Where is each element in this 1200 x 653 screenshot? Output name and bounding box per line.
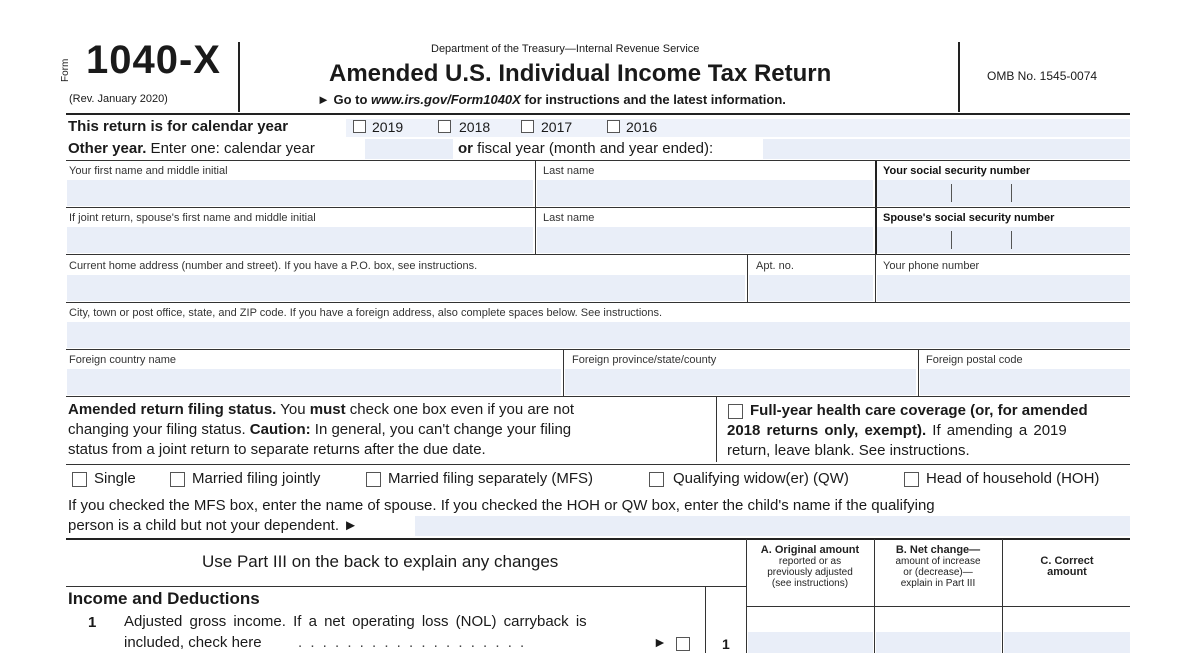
status-single-label: Single bbox=[94, 470, 136, 487]
mfs-note-line-1: If you checked the MFS box, enter the name of spouse. If you checked the HOH or QW box, enter the child's name if the qualifying bbox=[68, 497, 935, 514]
line-1-number: 1 bbox=[88, 614, 97, 631]
line-1-col-b-input[interactable] bbox=[876, 632, 1001, 653]
revision-date: (Rev. January 2020) bbox=[69, 93, 168, 105]
use-part-iii-note: Use Part III on the back to explain any changes bbox=[202, 552, 559, 571]
column-c-header: C. Correct amount bbox=[1040, 555, 1094, 578]
spouse-first-name-input[interactable] bbox=[67, 227, 533, 253]
foreign-province-label: Foreign province/state/county bbox=[572, 354, 717, 366]
year-2016-label: 2016 bbox=[626, 119, 658, 135]
filing-status-line-1: Amended return filing status. You must check one box even if you are not bbox=[68, 401, 575, 418]
filing-status-line-3: status from a joint return to separate returns after the due date. bbox=[68, 441, 486, 458]
form-word: Form bbox=[60, 58, 71, 82]
line-1-arrow: ► bbox=[653, 634, 667, 650]
apt-label: Apt. no. bbox=[756, 260, 794, 272]
foreign-postal-label: Foreign postal code bbox=[926, 354, 1023, 366]
city-label: City, town or post office, state, and ZIP code. If you have a foreign address, also complete spaces below. See instructions. bbox=[69, 307, 663, 319]
calendar-year-input[interactable] bbox=[365, 139, 453, 159]
health-coverage-checkbox[interactable] bbox=[728, 404, 743, 419]
nol-carryback-checkbox[interactable] bbox=[676, 637, 690, 651]
health-coverage-line-2: 2018 returns only, exempt). If amending a 2019 bbox=[727, 422, 1067, 439]
status-mfs-checkbox[interactable] bbox=[366, 472, 381, 487]
column-a-header: A. Original amount reported or as previously adjusted (see instructions) bbox=[760, 544, 860, 589]
phone-input[interactable] bbox=[877, 275, 1130, 301]
phone-label: Your phone number bbox=[883, 260, 980, 272]
fiscal-year-input[interactable] bbox=[763, 139, 1130, 159]
income-deductions-heading: Income and Deductions bbox=[68, 589, 260, 608]
column-b-header: B. Net change— amount of increase or (decrease)— explain in Part III bbox=[895, 544, 981, 589]
status-mfj-checkbox[interactable] bbox=[170, 472, 185, 487]
year-2018-label: 2018 bbox=[459, 119, 491, 135]
address-label: Current home address (number and street). If you have a P.O. box, see instructions. bbox=[69, 260, 478, 272]
last-name-input[interactable] bbox=[537, 180, 873, 206]
year-2019-label: 2019 bbox=[372, 119, 404, 135]
status-mfs-label: Married filing separately (MFS) bbox=[388, 470, 594, 487]
foreign-country-input[interactable] bbox=[67, 369, 561, 395]
fiscal-year-label: or fiscal year (month and year ended): bbox=[458, 140, 714, 157]
spouse-ssn-label: Spouse's social security number bbox=[883, 212, 1055, 224]
instructions-line: ► Go to www.irs.gov/Form1040X for instructions and the latest information. bbox=[317, 92, 786, 107]
health-coverage-line-1: Full-year health care coverage (or, for amended bbox=[750, 402, 1088, 419]
spouse-first-name-label: If joint return, spouse's first name and middle initial bbox=[69, 212, 316, 224]
status-hoh-label: Head of household (HOH) bbox=[926, 470, 1100, 487]
irs-url[interactable]: www.irs.gov/Form1040X bbox=[371, 92, 521, 107]
status-single-checkbox[interactable] bbox=[72, 472, 87, 487]
line-1-dots: . . . . . . . . . . . . . . . . . . . bbox=[298, 634, 527, 651]
status-hoh-checkbox[interactable] bbox=[904, 472, 919, 487]
omb-number: OMB No. 1545-0074 bbox=[987, 69, 1098, 83]
calendar-year-label: This return is for calendar year bbox=[68, 118, 289, 135]
spouse-last-name-input[interactable] bbox=[537, 227, 873, 253]
line-1-text-1: Adjusted gross income. If a net operating loss (NOL) carryback is bbox=[124, 613, 587, 630]
foreign-province-input[interactable] bbox=[565, 369, 916, 395]
mfs-note-line-2: person is a child but not your dependent. ► bbox=[68, 517, 359, 534]
spouse-ssn-input[interactable] bbox=[877, 227, 1130, 253]
apt-input[interactable] bbox=[749, 275, 873, 301]
last-name-label: Last name bbox=[543, 165, 595, 177]
line-1-col-c-input[interactable] bbox=[1004, 632, 1130, 653]
filing-status-line-2: changing your filing status. Caution: In general, you can't change your filing bbox=[68, 421, 572, 438]
ssn-label: Your social security number bbox=[883, 165, 1031, 177]
line-1-col-a-input[interactable] bbox=[748, 632, 873, 653]
checkbox-2016[interactable] bbox=[607, 120, 620, 133]
city-input[interactable] bbox=[67, 322, 1130, 348]
department-line: Department of the Treasury—Internal Revenue Service bbox=[431, 43, 700, 55]
year-2017-label: 2017 bbox=[541, 119, 573, 135]
ssn-input[interactable] bbox=[877, 180, 1130, 206]
line-1-text-2: included, check here bbox=[124, 634, 262, 651]
health-coverage-line-3: return, leave blank. See instructions. bbox=[727, 442, 970, 459]
form-title: Amended U.S. Individual Income Tax Return bbox=[329, 60, 832, 87]
address-input[interactable] bbox=[67, 275, 745, 301]
checkbox-2017[interactable] bbox=[521, 120, 534, 133]
other-year-label: Other year. Enter one: calendar year bbox=[68, 140, 315, 157]
status-qw-checkbox[interactable] bbox=[649, 472, 664, 487]
first-name-label: Your first name and middle initial bbox=[69, 165, 228, 177]
spouse-last-name-label: Last name bbox=[543, 212, 595, 224]
checkbox-2018[interactable] bbox=[438, 120, 451, 133]
foreign-postal-input[interactable] bbox=[920, 369, 1130, 395]
foreign-country-label: Foreign country name bbox=[69, 354, 176, 366]
dependent-name-input[interactable] bbox=[415, 516, 1130, 536]
status-qw-label: Qualifying widow(er) (QW) bbox=[673, 470, 849, 487]
checkbox-2019[interactable] bbox=[353, 120, 366, 133]
form-number: 1040-X bbox=[86, 38, 221, 82]
line-1-ref: 1 bbox=[722, 636, 730, 652]
status-mfj-label: Married filing jointly bbox=[192, 470, 321, 487]
first-name-input[interactable] bbox=[67, 180, 533, 206]
